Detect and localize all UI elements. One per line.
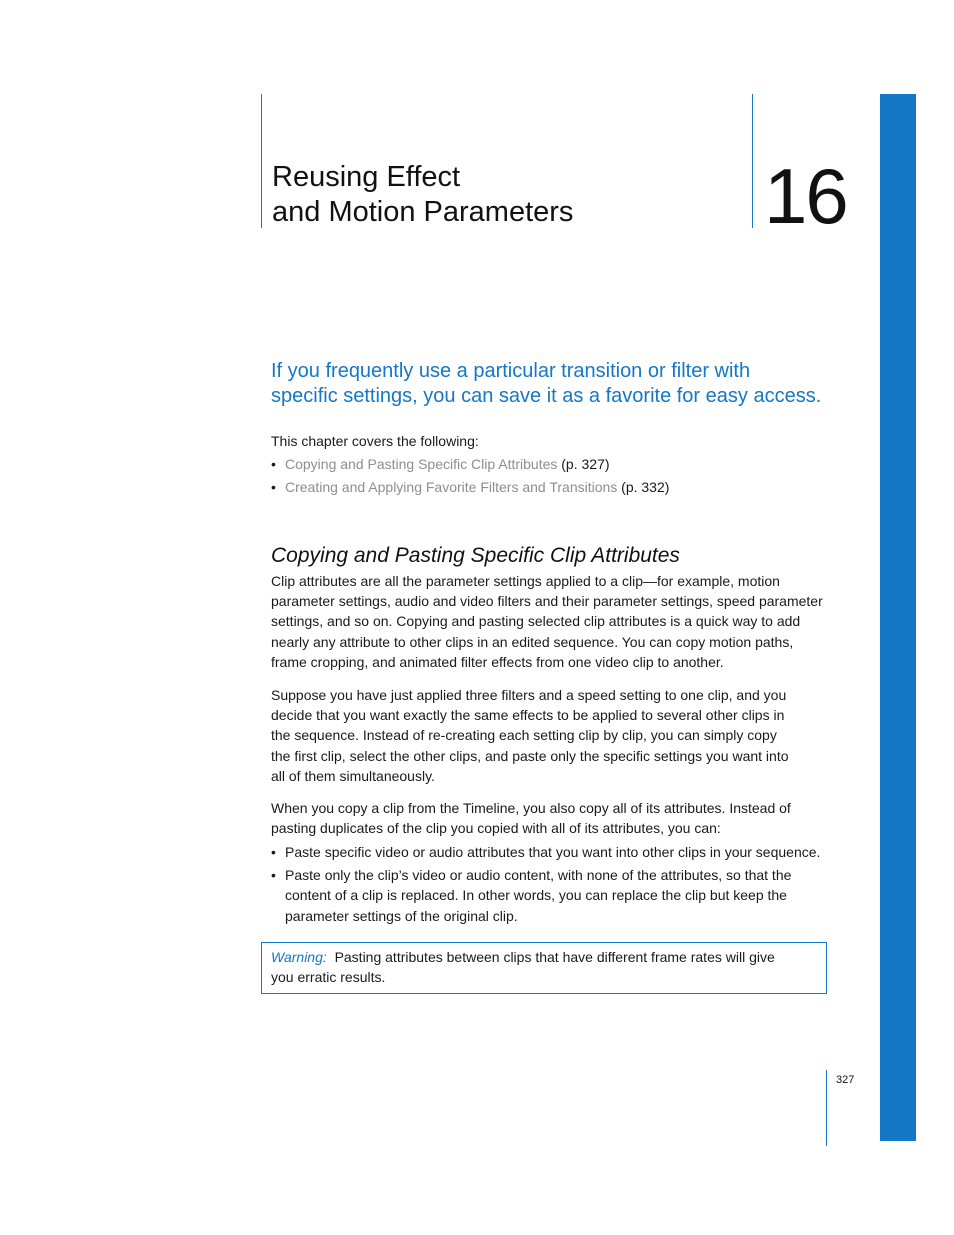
paragraph-line: Clip attributes are all the parameter settings applied to a clip—for example, motion (271, 573, 780, 589)
toc-page-ref: (p. 327) (557, 456, 610, 472)
title-rule-left (261, 94, 262, 228)
chapter-number: 16 (764, 152, 847, 240)
paragraph-line: the sequence. Instead of re-creating each setting clip by clip, you can simply copy (271, 727, 777, 744)
paragraph-line: all of them simultaneously. (271, 767, 435, 784)
bullet: • (271, 867, 276, 884)
paragraph-line: When you copy a clip from the Timeline, you also copy all of its attributes. Instead of (271, 800, 791, 816)
bullet: • (271, 456, 276, 472)
intro-line-1: If you frequently use a particular transition or filter with (271, 360, 751, 382)
paragraph-3 (271, 798, 791, 838)
toc-item (271, 454, 669, 477)
chapter-intro (271, 359, 851, 409)
paragraph-line: settings, and so on. Copying and pasting selected clip attributes is a quick way to add (271, 613, 801, 630)
page-number-rule (826, 1070, 827, 1146)
warning-line-1 (271, 947, 775, 967)
paragraph-line: pasting duplicates of the clip you copied with all of its attributes, you can: (271, 820, 721, 837)
attribute-options-list (271, 842, 820, 929)
chapter-title (272, 160, 573, 230)
paragraph-line: frame cropping, and animated filter effects from one video clip to another. (271, 653, 724, 670)
bullet: • (271, 479, 276, 495)
paragraph-line: decide that you want exactly the same effects to be applied to several other clips in (271, 707, 785, 724)
toc-link-favorites[interactable]: Creating and Applying Favorite Filters and Transitions (285, 479, 618, 495)
list-item (271, 842, 820, 862)
paragraph-line: the first clip, select the other clips, and paste only the specific settings you want into (271, 747, 789, 764)
list-item-line: content of a clip is replaced. In other words, you can replace the clip but keep the (285, 887, 787, 904)
warning-body: Pasting attributes between clips that have different frame rates will give (334, 949, 775, 965)
title-rule-right (752, 94, 753, 228)
list-item-line: Paste specific video or audio attributes that you want into other clips in your sequence. (285, 844, 821, 860)
chapter-side-tab (880, 94, 916, 1141)
page-number: 327 (836, 1074, 855, 1086)
list-item-line: Paste only the clip’s video or audio content, with none of the attributes, so that the (285, 867, 792, 884)
warning-line-2: you erratic results. (271, 969, 386, 986)
chapter-title-line-1: Reusing Effect (272, 161, 461, 193)
paragraph-line: Suppose you have just applied three filters and a speed setting to one clip, and you (271, 687, 787, 703)
paragraph-2 (271, 685, 789, 786)
list-item-line: parameter settings of the original clip. (285, 907, 518, 924)
list-item (271, 865, 820, 926)
paragraph-line: parameter settings, audio and video filters and their parameter settings, speed parameter (271, 593, 823, 610)
warning-text (271, 947, 775, 987)
chapter-title-line-2: and Motion Parameters (272, 196, 574, 228)
paragraph-line: nearly any attribute to other clips in an edited sequence. You can copy motion paths, (271, 633, 794, 650)
section-heading: Copying and Pasting Specific Clip Attributes (271, 544, 680, 567)
warning-label: Warning: (271, 949, 327, 965)
intro-line-2: specific settings, you can save it as a favorite for easy access. (271, 385, 822, 407)
toc-page-ref: (p. 332) (617, 479, 670, 495)
warning-box (261, 942, 827, 994)
toc-link-copying-pasting[interactable]: Copying and Pasting Specific Clip Attributes (285, 456, 558, 472)
covers-text: This chapter covers the following: (271, 433, 479, 449)
toc-item (271, 477, 669, 500)
paragraph-1 (271, 571, 823, 672)
bullet: • (271, 844, 276, 860)
chapter-contents-list (271, 454, 669, 500)
